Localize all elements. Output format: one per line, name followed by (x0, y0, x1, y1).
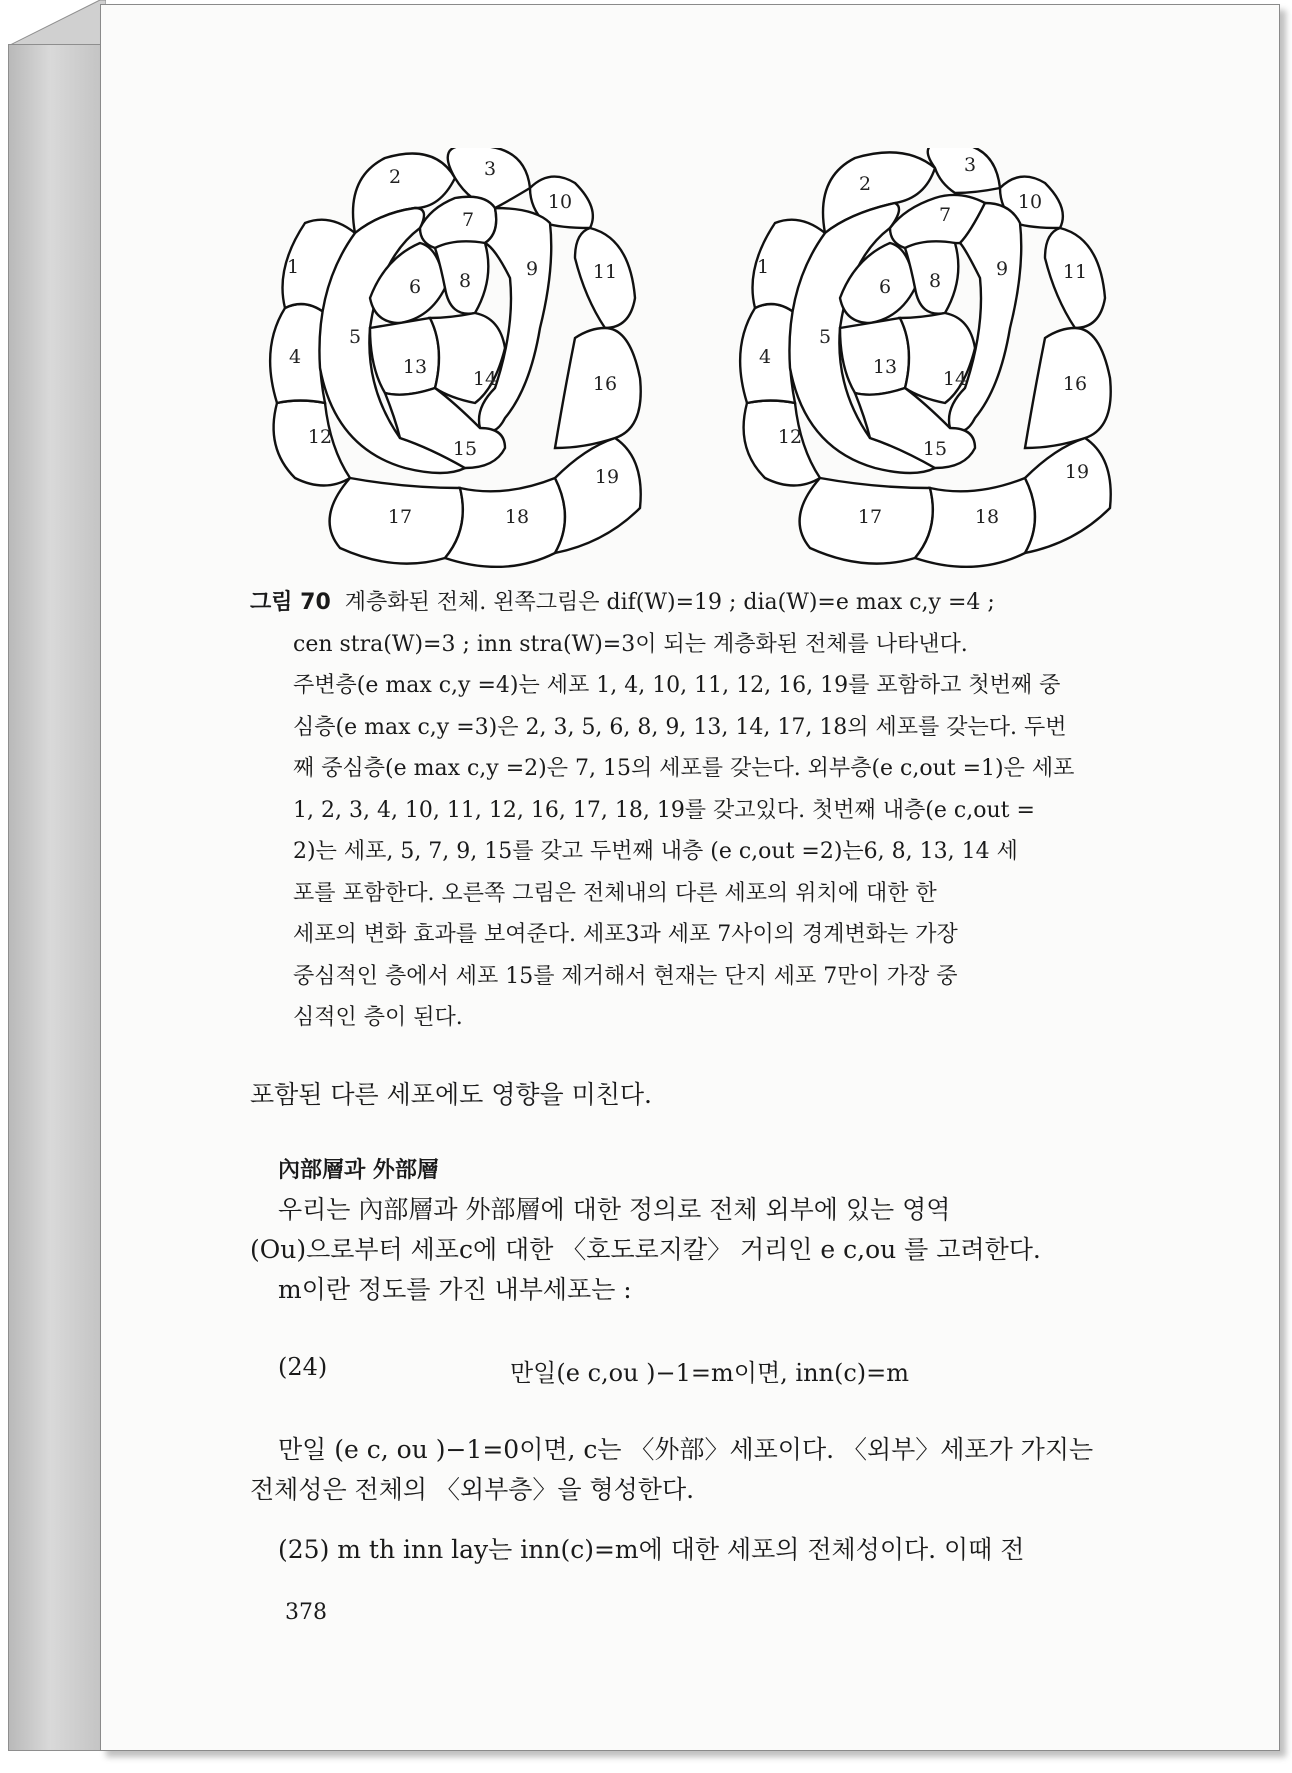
label-11: 11 (592, 261, 618, 283)
caption-line: 1, 2, 3, 4, 10, 11, 12, 16, 17, 18, 19를 갖고있다. 첫번째 내층(e c,out = (293, 797, 1035, 823)
caption-line: 심층(e max c,y =3)은 2, 3, 5, 6, 8, 9, 13, 14, 17, 18의 세포를 갖는다. 두번 (293, 714, 1067, 740)
label-14: 14 (942, 368, 968, 390)
label-16: 16 (592, 373, 618, 395)
page-number: 378 (285, 1600, 327, 1625)
paragraph-line: (Ou)으로부터 세포c에 대한 〈호도로지칼〉 거리인 e c,ou 를 고려한다. (250, 1235, 1041, 1264)
label-12: 12 (777, 426, 803, 448)
paragraph-4: (25) m th inn lay는 inn(c)=m에 대한 세포의 전체성이다. 이때 전 (278, 1535, 1025, 1564)
label-4: 4 (288, 346, 302, 368)
label-11: 11 (1062, 261, 1088, 283)
label-8: 8 (458, 270, 472, 292)
caption-line: 중심적인 층에서 세포 15를 제거해서 현재는 단지 세포 7만이 가장 중 (293, 963, 958, 989)
label-15: 15 (452, 438, 478, 460)
label-15: 15 (922, 438, 948, 460)
label-18: 18 (974, 506, 1000, 528)
label-1: 1 (286, 256, 300, 278)
paragraph-2 (250, 1190, 1160, 1310)
label-10: 10 (547, 191, 573, 213)
book-spine (8, 44, 102, 1751)
label-9: 9 (525, 258, 539, 280)
equation-text: 만일(e c,ou )−1=m이면, inn(c)=m (510, 1359, 910, 1387)
label-13: 13 (872, 356, 898, 378)
book-spine-top (8, 0, 106, 46)
label-17: 17 (857, 506, 883, 528)
label-2: 2 (388, 166, 402, 188)
label-18: 18 (504, 506, 530, 528)
label-6: 6 (878, 276, 892, 298)
cell-19 (1025, 438, 1111, 553)
label-5: 5 (818, 326, 832, 348)
label-5: 5 (348, 326, 362, 348)
paragraph-line: m이란 정도를 가진 내부세포는 : (278, 1275, 632, 1304)
label-7: 7 (938, 204, 952, 226)
section-heading: 內部層과 外部層 (278, 1158, 439, 1183)
caption-line: 째 중심층(e max c,y =2)은 7, 15의 세포를 갖는다. 외부층(e c,out =1)은 세포 (293, 756, 1075, 781)
caption-line: 심적인 층이 된다. (293, 1005, 463, 1030)
label-17: 17 (387, 506, 413, 528)
paragraph-line: 우리는 內部層과 外部層에 대한 정의로 전체 외부에 있는 영역 (278, 1195, 951, 1224)
caption-line-text: 계층화된 전체. 왼쪽그림은 dif(W)=19 ; dia(W)=e max c,y =4 ; (344, 590, 995, 615)
figure-right (725, 148, 1165, 568)
caption-line: 세포의 변화 효과를 보여준다. 세포3과 세포 7사이의 경계변화는 가장 (293, 922, 958, 947)
label-19: 19 (1064, 461, 1090, 483)
label-6: 6 (408, 276, 422, 298)
paragraph-line: 만일 (e c, ou )−1=0이면, c는 〈外部〉세포이다. 〈외부〉세포가 가지는 (278, 1435, 1094, 1464)
label-8: 8 (928, 270, 942, 292)
label-3: 3 (483, 158, 497, 180)
paragraph-line: 전체성은 전체의 〈외부층〉을 형성한다. (250, 1475, 695, 1504)
label-7: 7 (461, 209, 475, 231)
figure-caption (250, 582, 1160, 1039)
paragraph-3 (250, 1430, 1160, 1510)
label-14: 14 (472, 368, 498, 390)
paragraph-1: 포함된 다른 세포에도 영향을 미친다. (250, 1080, 652, 1109)
label-1: 1 (756, 256, 770, 278)
label-16: 16 (1062, 373, 1088, 395)
label-2: 2 (858, 173, 872, 195)
caption-line: 주변층(e max c,y =4)는 세포 1, 4, 10, 11, 12, 16, 19를 포함하고 첫번째 중 (293, 673, 1061, 698)
label-13: 13 (402, 356, 428, 378)
label-12: 12 (307, 426, 333, 448)
label-19: 19 (594, 466, 620, 488)
caption-line: 2)는 세포, 5, 7, 9, 15를 갖고 두번째 내층 (e c,out =2)는6, 8, 13, 14 세 (293, 839, 1018, 864)
figure-label: 그림 70 (250, 590, 331, 615)
caption-line: cen stra(W)=3 ; inn stra(W)=3이 되는 계층화된 전체를 나타낸다. (293, 631, 968, 657)
label-3: 3 (963, 154, 977, 176)
label-4: 4 (758, 346, 772, 368)
cell-19 (555, 438, 641, 553)
caption-line: 포를 포함한다. 오른쪽 그림은 전체내의 다른 세포의 위치에 대한 한 (293, 880, 937, 906)
label-9: 9 (995, 258, 1009, 280)
equation-number: (24) (278, 1353, 328, 1381)
figure-left (255, 148, 695, 568)
label-10: 10 (1017, 191, 1043, 213)
caption-line (250, 582, 1160, 624)
